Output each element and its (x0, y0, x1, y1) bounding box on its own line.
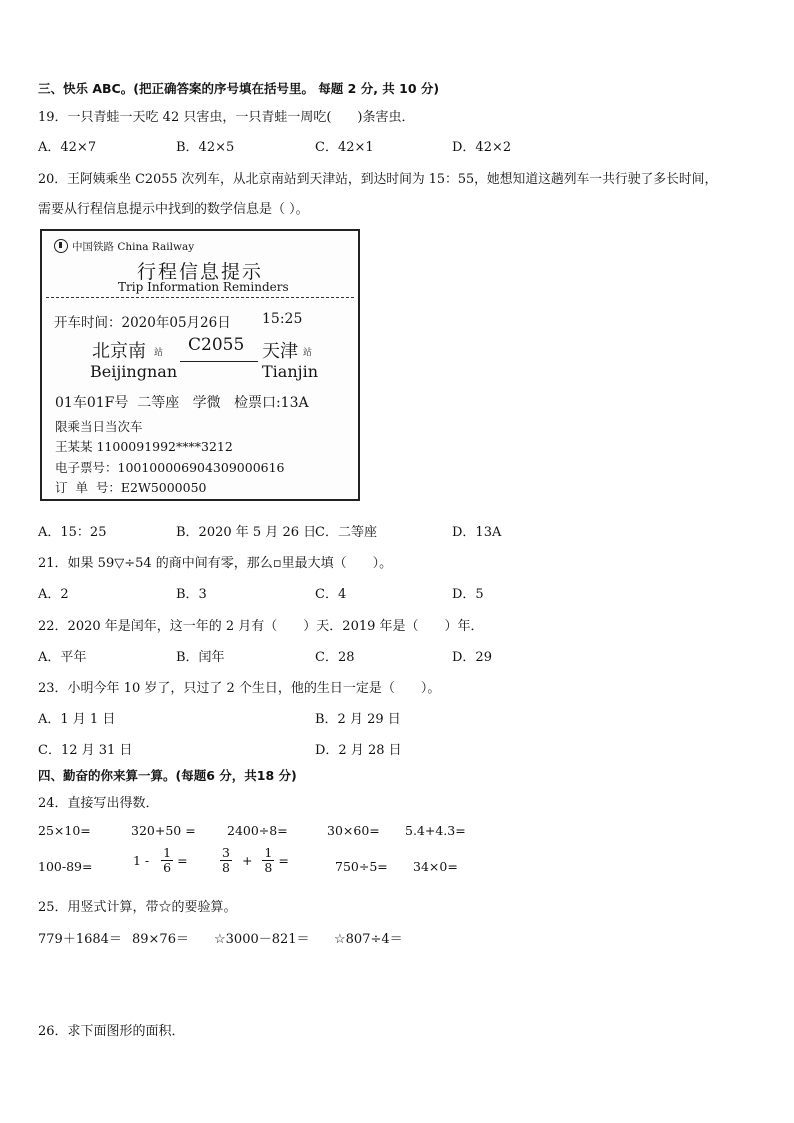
ticket-title-cn: 行程信息提示 (137, 261, 264, 283)
q24-item: 100-89= (38, 859, 93, 874)
fraction-denominator: 8 (222, 859, 230, 875)
q19-option-c: C．42×1 (315, 140, 374, 155)
q20-option-b: B．2020 年 5 月 26 日 (176, 525, 317, 540)
fraction (220, 846, 232, 875)
q20-option-c: C．二等座 (315, 525, 377, 540)
ticket-brand: 中国铁路 China Railway (72, 241, 195, 253)
q24-item: 2400÷8= (227, 823, 288, 838)
question-26-stem: 26．求下面图形的面积． (38, 1024, 185, 1039)
q19-option-d: D．42×2 (452, 140, 512, 155)
section-title: 三、快乐 ABC。(把正确答案的序号填在括号里。 每题 2 分, 共 10 分) (38, 81, 440, 96)
ticket-route-line (180, 361, 258, 362)
question-20-line1: 20．王阿姨乘坐 C2055 次列车，从北京南站到天津站，到达时间为 15：55，她想知道这趟列车一共行驶了多长时间， (38, 172, 718, 187)
ticket-depart-time: 15:25 (262, 311, 303, 327)
q21-option-d: D．5 (452, 587, 484, 602)
q24-item: 750÷5= (335, 859, 388, 874)
q25-item: 89×76＝ (132, 932, 189, 947)
q22-option-b: B．闰年 (176, 650, 225, 665)
question-22-stem: 22．2020 年是闰年，这一年的 2 月有（ ）天．2019 年是（ ）年． (38, 619, 484, 634)
q24-fraction-expression (220, 846, 289, 875)
question-25-stem: 25．用竖式计算，带☆的要验算。 (38, 900, 237, 915)
plus-sign: + (241, 852, 253, 868)
ticket-to-station: 天津 (262, 341, 298, 362)
fraction (262, 846, 274, 875)
fraction-numerator: 1 (264, 845, 273, 860)
section-title: 四、勤奋的你来算一算。(每题6 分，共18 分) (38, 768, 297, 783)
china-railway-logo-icon (54, 239, 68, 253)
question-24-stem: 24．直接写出得数． (38, 796, 159, 811)
ticket-seat-info: 01车01F号 二等座 学微 检票口:13A (55, 395, 309, 411)
q20-option-d: D．13A (452, 525, 502, 540)
q23-option-c: C．12 月 31 日 (38, 743, 133, 758)
q20-option-a: A．15：25 (38, 525, 107, 540)
q24-expr-equals: = (278, 852, 289, 868)
q25-item: 779＋1684＝ (38, 932, 122, 947)
q24-item: 30×60= (327, 823, 380, 838)
ticket-from-station: 北京南 (92, 341, 146, 362)
ticket-divider (46, 297, 354, 298)
q24-expr-prefix: 1 - (133, 852, 150, 868)
question-21-stem: 21．如果 59▽÷54 的商中间有零，那么▫里最大填（ ）。 (38, 556, 393, 571)
fraction-denominator: 6 (163, 859, 172, 875)
q24-expr-equals: = (177, 852, 188, 868)
question-19-stem: 19．一只青蛙一天吃 42 只害虫，一只青蛙一周吃( )条害虫． (38, 110, 415, 125)
ticket-eticket-number: 电子票号：10010000690430900061​6 (55, 460, 285, 475)
ticket-order-number: 订 单 号：E2W5000050 (55, 480, 207, 495)
ticket-to-station-en: Tianjin (262, 362, 319, 381)
q19-option-b: B．42×5 (176, 140, 235, 155)
q24-item: 25×10= (38, 823, 91, 838)
fraction-denominator: 8 (264, 859, 273, 875)
ticket-title-en: Trip Information Reminders (118, 280, 289, 294)
q24-item: 5.4+4.3= (405, 823, 466, 838)
q21-option-a: A．2 (38, 587, 69, 602)
q24-fraction-expression (133, 846, 188, 875)
q25-item: ☆807÷4＝ (334, 932, 403, 947)
fraction-numerator: 3 (222, 845, 230, 860)
q25-item: ☆3000－821＝ (214, 932, 310, 947)
fraction (161, 846, 173, 875)
q22-option-d: D．29 (452, 650, 492, 665)
question-20-line2: 需要从行程信息提示中找到的数学信息是（ ）。 (38, 202, 309, 217)
q22-option-c: C．28 (315, 650, 355, 665)
q19-option-a: A．42×7 (38, 140, 97, 155)
question-23-stem: 23．小明今年 10 岁了，只过了 2 个生日，他的生日一定是（ ）。 (38, 681, 441, 696)
trip-info-ticket (40, 229, 360, 501)
ticket-passenger: 王某某 1100091992****3212 (55, 439, 233, 454)
q23-option-a: A．1 月 1 日 (38, 712, 116, 727)
ticket-depart-date: 开车时间：2020年05月26日 (54, 315, 231, 331)
q24-item: 320+50 = (131, 823, 196, 838)
q21-option-c: C．4 (315, 587, 347, 602)
ticket-train-number: C2055 (188, 335, 245, 355)
q21-option-b: B．3 (176, 587, 207, 602)
q24-item: 34×0= (413, 859, 458, 874)
q23-option-b: B．2 月 29 日 (315, 712, 401, 727)
ticket-restriction: 限乘当日当次车 (55, 419, 143, 434)
fraction-numerator: 1 (163, 845, 172, 860)
q23-option-d: D．2 月 28 日 (315, 743, 402, 758)
ticket-from-station-en: Beijingnan (90, 362, 178, 381)
ticket-to-suffix: 站 (303, 348, 313, 358)
q22-option-a: A．平年 (38, 650, 87, 665)
ticket-from-suffix: 站 (154, 348, 164, 358)
